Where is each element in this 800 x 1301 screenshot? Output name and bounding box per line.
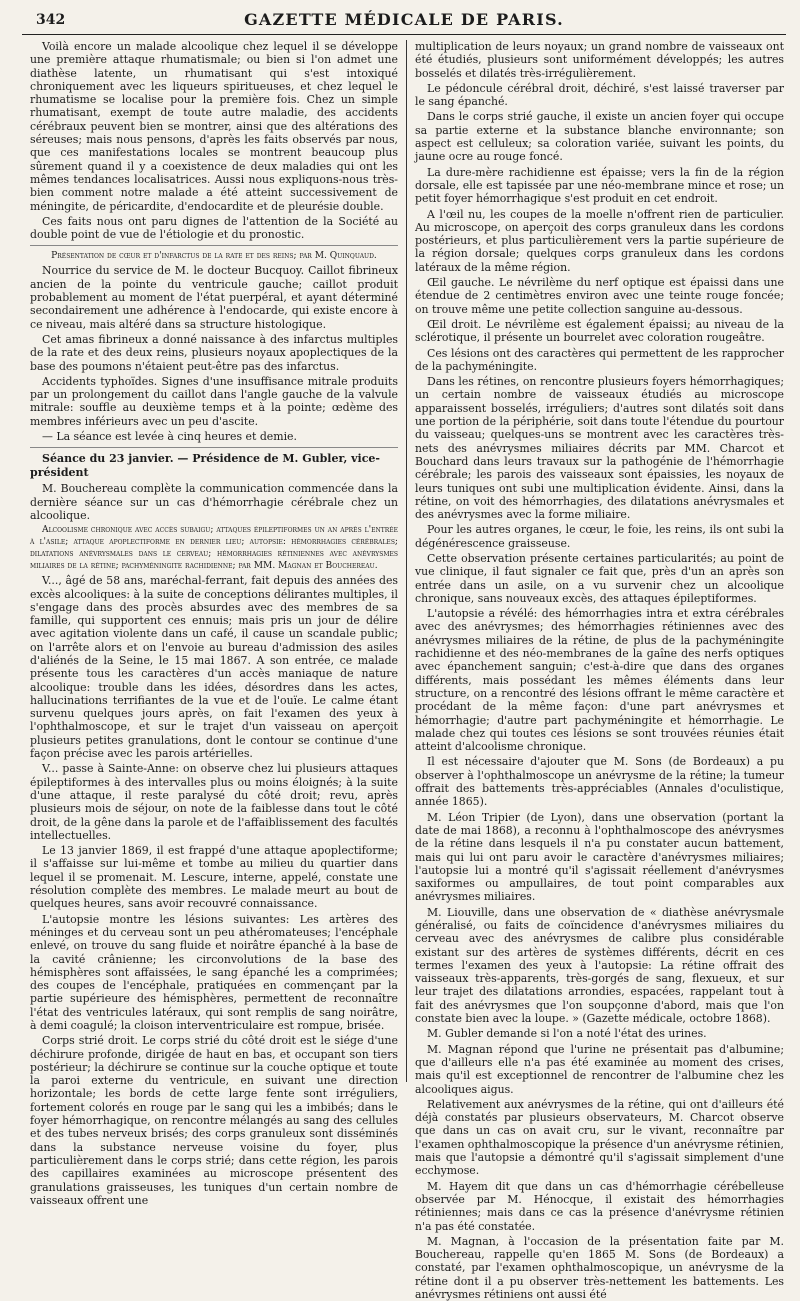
page-number: 342 <box>36 12 66 28</box>
paragraph: A l'œil nu, les coupes de la moelle n'offrent rien de particulier. Au microscope, on aperçoit des corps granuleux dans les cordons postérieurs, et plus particulièrement vers la partie supérieure de la région dorsale; quelques corps granuleux dans les cordons latéraux de la même région. <box>415 207 784 274</box>
paragraph: V..., âgé de 58 ans, maréchal-ferrant, fait depuis des années des excès alcooliques: à la suite de conceptions délirantes multiples, il s'engage dans des procès absurdes avec des membres de sa famille, qui supportent ces ennuis; mais pris un jour de délire avec agitation violente dans un café, il cause un scandale public; on l'arrête alors et on l'envoie au bureau d'admission des asiles d'aliénés de la Seine, le 15 mai 1867. A son entrée, ce malade présente tous les caractères d'un accès maniaque de nature alcoolique: trouble dans les idées, désordres dans les actes, hallucinations terrifiantes de la vue et de l'ouïe. Le calme étant survenu quelques jours après, on fait l'examen des yeux à l'ophthalmoscope, et sur le trajet d'un vaisseau on aperçoit plusieurs petites granulations, dont le contour se continue d'une façon précise avec les parois artérielles. <box>30 574 398 761</box>
paragraph: Dans le corps strié gauche, il existe un ancien foyer qui occupe sa partie externe et la substance blanche environnante; son aspect est celluleux; sa coloration variée, suivant les points, du jaune ocre au rouge foncé. <box>415 110 784 164</box>
paragraph: Cet amas fibrineux a donné naissance à des infarctus multiples de la rate et des deux reins, plusieurs noyaux apoplectiques de la base des poumons n'étaient peut-être pas des infarctus. <box>30 332 398 373</box>
paragraph: Voilà encore un malade alcoolique chez lequel il se développe une première attaque rhumatismale; ou bien si l'on admet une diathèse latente, un rhumatisant qui s'est intoxiqué chroniquement avec les liqueurs spiritueuses, et chez lequel le rhumatisme se localise pour la première fois. Chez un simple rhumatisant, exempt de toute autre maladie, des accidents cérébraux peuvent bien se montrer, ainsi que des altérations des séreuses; mais nous pensons, d'après les faits observés par nous, que ces manifestations locales se montrent beaucoup plus sûrement quand il y a coexistence de deux maladies qui ont les mêmes tendances localisatrices. Aussi nous expliquons-nous très-bien comment notre malade a été atteint successivement de méningite, de péricardite, d'endocardite et de pleurésie double. <box>30 40 398 213</box>
paragraph: Le pédoncule cérébral droit, déchiré, s'est laissé traverser par le sang épanché. <box>415 81 784 109</box>
section-divider <box>30 245 398 246</box>
paragraph: L'autopsie montre les lésions suivantes: Les artères des méninges et du cerveau sont un peu athéromateuses; l'encéphale enlevé, on trouve du sang fluide et noirâtre épanché à la base de la cavité crânienne; les circonvolutions de la base des hémisphères sont affaissées, le sang épanché les a comprimées; des coupes de l'encéphale, pratiquées en commençant par la partie supérieure des hémisphères, permettent de reconnaître l'état des ventricules latéraux, qui sont remplis de sang noirâtre, à demi coagulé; la cloison interventriculaire est rompue, brisée. <box>30 912 398 1032</box>
paragraph: Œil droit. Le névrilème est également épaissi; au niveau de la sclérotique, il présente un bourrelet avec coloration rougeâtre. <box>415 317 784 345</box>
paragraph: Nourrice du service de M. le docteur Bucquoy. Caillot fibrineux ancien de la pointe du ventricule gauche; caillot produit probablement au moment de l'état puerpéral, et ayant déterminé secondairement une adhérence à l'endocarde, qui existe encore à ce niveau, mais altéré dans sa structure histologique. <box>30 264 398 331</box>
paragraph: Œil gauche. Le névrilème du nerf optique est épaissi dans une étendue de 2 centimètres environ avec une teinte rouge foncée; on trouve même une petite collection sanguine au-dessous. <box>415 276 784 316</box>
paragraph: M. Léon Tripier (de Lyon), dans une observation (portant la date de mai 1868), a reconnu à l'ophthalmoscope des anévrysmes de la rétine dans lesquels il n'a pu constater aucun battement, mais qui lui ont paru avoir le caractère d'anévrysmes miliaires; l'autopsie lui a montré qu'il s'agissait réellement d'anévrysmes saxiformes ou ampullaires, de tout point comparables aux anévrysmes miliaires. <box>415 810 784 904</box>
paragraph: Corps strié droit. Le corps strié du côté droit est le siége d'une déchirure profonde, dirigée de haut en bas, et occupant son tiers postérieur; la déchirure se continue sur la couche optique et toute la paroi externe du ventricule, en suivant une direction horizontale; les bords de cette large fente sont irréguliers, fortement colorés en rouge par le sang qui les a imbibés; dans le foyer hémorrhagique, on rencontre mélangés au sang des cellules et des tubes nerveux brisés; des corps granuleux sont disséminés dans la substance nerveuse voisine du foyer, plus particulièrement dans le corps strié; dans cette région, les parois des capillaires examinées au microscope présentent des granulations graisseuses, les tuniques d'un certain nombre de vaisseaux offrent une <box>30 1034 398 1207</box>
paragraph: Pour les autres organes, le cœur, le foie, les reins, ils ont subi la dégénérescence graisseuse. <box>415 523 784 550</box>
paragraph: La dure-mère rachidienne est épaisse; vers la fin de la région dorsale, elle est tapissée par une néo-membrane mince et rose; un petit foyer hémorrhagique s'est produit en cet endroit. <box>415 165 784 206</box>
right-column <box>407 40 784 1301</box>
journal-title: GAZETTE MÉDICALE DE PARIS. <box>244 10 564 29</box>
presentation-title: Présentation de cœur et d'infarctus de la rate et des reins; par M. Quinquaud. <box>51 251 377 262</box>
paragraph: Accidents typhoïdes. Signes d'une insuffisance mitrale produits par un prolongement du caillot dans l'angle gauche de la valvule mitrale: souffle au deuxième temps et à la pointe; œdème des membres inférieurs avec un peu d'ascite. <box>30 374 398 428</box>
observation-title: Alcoolisme chronique avec accès subaigu; attaques épileptiformes un an après l'entrée à l'asile; attaque apoplectiforme en dernier lieu; autopsie: hémorrhagies cérébrales; dilatations anévrysmales dans le cerveau; hémorrhagies rétiniennes avec anévrysmes miliaires de la rétine; pachyméningite rachidienne; par MM. Magnan et Bouchereau. <box>30 525 398 572</box>
paragraph: Il est nécessaire d'ajouter que M. Sons (de Bordeaux) a pu observer à l'ophthalmoscope un anévrysme de la rétine; la tumeur offrait des battements très-appréciables (Annales d'oculistique, année 1865). <box>415 755 784 809</box>
paragraph: M. Bouchereau complète la communication commencée dans la dernière séance sur un cas d'hémorrhagie cérébrale chez un alcoolique. <box>30 482 398 522</box>
paragraph: M. Liouville, dans une observation de « diathèse anévrysmale généralisé, ou faits de coïncidence d'anévrysmes miliaires du cerveau avec des anévrysmes de calibre plus considérable existant sur des artères de systèmes différents, décrit en ces termes l'examen des yeux à l'autopsie: La rétine offrait des vaisseaux très-apparents, très-gorgés de sang, flexueux, et sur leur trajet des dilatations arrondies, espacées, rappelant tout à fait des anévrysmes que l'on soupçonne d'abord, mais que l'on constate bien avec la loupe. » (Gazette médicale, octobre 1868). <box>415 905 784 1026</box>
paragraph: — La séance est levée à cinq heures et demie. <box>42 430 297 444</box>
page-header <box>22 0 786 35</box>
paragraph: M. Magnan répond que l'urine ne présentait pas d'albumine; que d'ailleurs elle n'a pas été examinée au moment des crises, mais qu'il est exceptionnel de rencontrer de l'albumine chez les alcooliques aigus. <box>415 1042 784 1096</box>
paragraph: Cette observation présente certaines particularités; au point de vue clinique, il faut signaler ce fait que, près d'un an après son entrée dans un asile, on a vu survenir chez un alcoolique chronique, sans nouveaux excès, des attaques épileptiformes. <box>415 551 784 605</box>
paragraph: L'autopsie a révélé: des hémorrhagies intra et extra cérébrales avec des anévrysmes; des hémorrhagies rétiniennes avec des anévrysmes miliaires de la rétine, de plus de la pachyméningite rachidienne et des néo-membranes de la gaîne des nerfs optiques avec épanchement sanguin; c'est-à-dire que dans des organes différents, mais possédant les mêmes éléments dans leur structure, on a rencontré des lésions offrant le même caractère et procédant de la même façon: d'une part anévrysmes et hémorrhagie; d'autre part pachyméningite et hémorrhagie. Le malade chez qui toutes ces lésions se sont trouvées réunies était atteint d'alcoolisme chronique. <box>415 607 784 754</box>
left-column <box>30 40 407 1207</box>
paragraph: Ces lésions ont des caractères qui permettent de les rapprocher de la pachyméningite. <box>415 346 784 373</box>
paragraph: multiplication de leurs noyaux; un grand nombre de vaisseaux ont été étudiés, plusieurs sont uniformément développés; les autres bosselés et dilatés très-irrégulièrement. <box>415 40 784 80</box>
paragraph: M. Gubler demande si l'on a noté l'état des urines. <box>427 1027 707 1041</box>
paragraph: M. Hayem dit que dans un cas d'hémorrhagie cérébelleuse observée par M. Hénocque, il existait des hémorrhagies rétiniennes; mais dans ce cas la présence d'anévrysme rétinien n'a pas été constatée. <box>415 1179 784 1233</box>
section-divider <box>30 447 398 448</box>
paragraph: Dans les rétines, on rencontre plusieurs foyers hémorrhagiques; un certain nombre de vaisseaux étudiés au microscope apparaissent bosselés, irréguliers; d'autres sont dilatés soit dans une portion de la périphérie, soit dans toute l'étendue du pourtour du vaisseau; quelques-uns se montrent avec les caractères très-nets des anévrysmes miliaires décrits par MM. Charcot et Bouchard dans leurs travaux sur la pathogénie de l'hémorrhagie cérébrale; les parois des vaisseaux sont épaissies, les noyaux de leurs tuniques ont subi une multiplication évidente. Ainsi, dans la rétine, on voit des hémorrhagies, des dilatations anévrysmales et des anévrysmes avec la forme miliaire. <box>415 375 784 522</box>
paragraph: Relativement aux anévrysmes de la rétine, qui ont d'ailleurs été déjà constatés par plusieurs observateurs, M. Charcot observe que dans un cas on avait cru, sur le vivant, reconnaître par l'examen ophthalmoscopique la présence d'un anévrysme rétinien, mais que l'autopsie a démontré qu'il s'agissait simplement d'une ecchymose. <box>415 1097 784 1178</box>
seance-heading: Séance du 23 janvier. — Présidence de M. Gubler, vice-président <box>30 452 380 480</box>
paragraph: M. Magnan, à l'occasion de la présentation faite par M. Bouchereau, rappelle qu'en 1865 M. Sons (de Bordeaux) a constaté, par l'examen ophthalmoscopique, un anévrysme de la rétine dont il a pu observer très-nettement les battements. Les anévrysmes rétiniens ont aussi été <box>415 1234 784 1301</box>
paragraph: Ces faits nous ont paru dignes de l'attention de la Société au double point de vue de l'étiologie et du pronostic. <box>30 214 398 242</box>
paragraph: Le 13 janvier 1869, il est frappé d'une attaque apoplectiforme; il s'affaisse sur lui-même et tombe au milieu du quartier dans lequel il se promenait. M. Lescure, interne, appelé, constate une résolution complète des membres. Le malade meurt au bout de quelques heures, sans avoir recouvré connaissance. <box>30 844 398 911</box>
paragraph: V... passe à Sainte-Anne: on observe chez lui plusieurs attaques épileptiformes à des intervalles plus ou moins éloignés; à la suite d'une attaque, il reste paralysé du côté droit; revu, après plusieurs mois de séjour, on note de la faiblesse dans tout le côté droit, de la gêne dans la parole et de l'affaiblissement des facultés intellectuelles. <box>30 762 398 842</box>
text-columns <box>30 40 784 1301</box>
